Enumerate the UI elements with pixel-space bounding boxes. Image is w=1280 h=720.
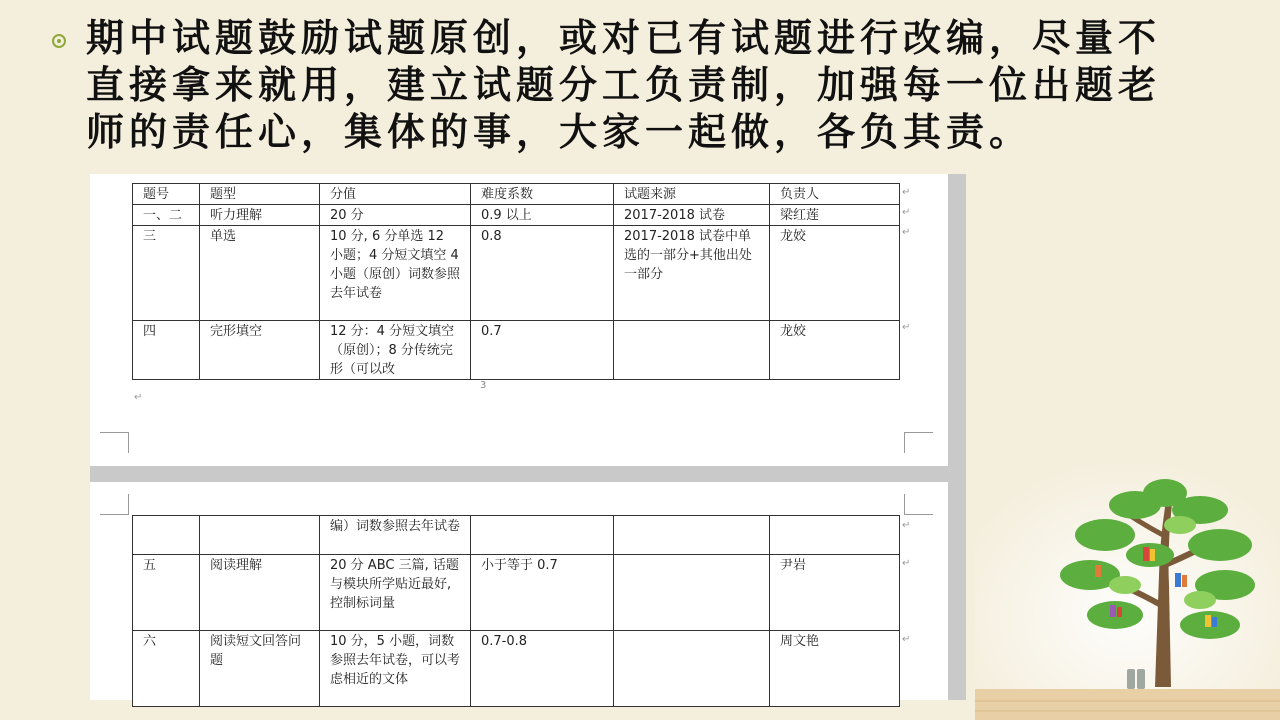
table-cell — [614, 321, 770, 380]
table-row — [133, 321, 900, 380]
table-cell: 阅读理解 — [200, 555, 320, 631]
table-cell: 听力理解 — [200, 205, 320, 226]
table-cell: 周文艳 — [770, 631, 900, 707]
table-cell: 阅读短文回答问题 — [200, 631, 320, 707]
question-table-page-1 — [132, 183, 900, 380]
bullet-paragraph — [52, 14, 1162, 155]
table-cell: 完形填空 — [200, 321, 320, 380]
table-cell: 尹岩 — [770, 555, 900, 631]
table-cell: 龙姣 — [770, 321, 900, 380]
table-cell: 梁红莲 — [770, 205, 900, 226]
embedded-document-screenshot — [90, 174, 966, 700]
table-cell: 编）词数参照去年试卷 — [320, 516, 471, 555]
bullet-text: 期中试题鼓励试题原创，或对已有试题进行改编，尽量不直接拿来就用，建立试题分工负责制，加强每一位出题老师的责任心，集体的事，大家一起做，各负其责。 — [86, 15, 1162, 154]
table-cell: 12 分：4 分短文填空（原创）；8 分传统完形（可以改 — [320, 321, 471, 380]
table-row — [133, 631, 900, 707]
table-cell: 0.7-0.8 — [471, 631, 614, 707]
table-cell — [200, 516, 320, 555]
crop-mark-icon — [100, 432, 129, 453]
table-cell: 2017-2018 试卷 — [614, 205, 770, 226]
row-end-mark-icon: ↵ — [902, 322, 911, 333]
crop-mark-icon — [904, 432, 933, 453]
crop-mark-icon — [100, 494, 129, 515]
row-end-mark-icon: ↵ — [902, 634, 911, 645]
table-cell: 20 分 ABC 三篇, 话题与模块所学贴近最好, 控制标词量 — [320, 555, 471, 631]
table-cell — [770, 516, 900, 555]
header-cell: 题号 — [133, 184, 200, 205]
table-cell: 0.8 — [471, 226, 614, 321]
bookshelf-tree-icon — [975, 455, 1280, 720]
table-cell — [614, 631, 770, 707]
row-end-mark-icon: ↵ — [902, 520, 911, 531]
row-end-mark-icon: ↵ — [902, 227, 911, 238]
header-cell: 试题来源 — [614, 184, 770, 205]
table-cell: 0.7 — [471, 321, 614, 380]
table-cell: 10 分, 6 分单选 12 小题；4 分短文填空 4 小题（原创）词数参照去年试卷 — [320, 226, 471, 321]
table-cell: 单选 — [200, 226, 320, 321]
table-cell: 龙姣 — [770, 226, 900, 321]
row-end-mark-icon: ↵ — [902, 187, 911, 198]
crop-mark-icon — [904, 494, 933, 515]
document-page-2 — [90, 482, 948, 700]
table-cell: 小于等于 0.7 — [471, 555, 614, 631]
table-cell: 三 — [133, 226, 200, 321]
table-row — [133, 226, 900, 321]
document-page-1 — [90, 174, 948, 466]
table-row — [133, 555, 900, 631]
table-cell: 10 分，5 小题，词数参照去年试卷，可以考虑相近的文体 — [320, 631, 471, 707]
header-cell: 负责人 — [770, 184, 900, 205]
header-cell: 难度系数 — [471, 184, 614, 205]
table-cell: 0.9 以上 — [471, 205, 614, 226]
header-cell: 分值 — [320, 184, 471, 205]
table-cell: 六 — [133, 631, 200, 707]
table-cell: 四 — [133, 321, 200, 380]
page-number: 3 — [480, 380, 487, 391]
table-cell: 五 — [133, 555, 200, 631]
row-end-mark-icon: ↵ — [902, 558, 911, 569]
table-header-row — [133, 184, 900, 205]
row-end-mark-icon: ↵ — [902, 207, 911, 218]
table-cell: 2017-2018 试卷中单选的一部分+其他出处一部分 — [614, 226, 770, 321]
paragraph-mark-icon: ↵ — [134, 392, 143, 403]
table-cell: 一、二 — [133, 205, 200, 226]
header-cell: 题型 — [200, 184, 320, 205]
table-cell — [614, 555, 770, 631]
table-cell: 20 分 — [320, 205, 471, 226]
circle-bullet-icon — [52, 34, 66, 48]
table-cell — [133, 516, 200, 555]
table-cell — [614, 516, 770, 555]
table-row — [133, 205, 900, 226]
table-cell — [471, 516, 614, 555]
question-table-page-2 — [132, 515, 900, 707]
table-row — [133, 516, 900, 555]
